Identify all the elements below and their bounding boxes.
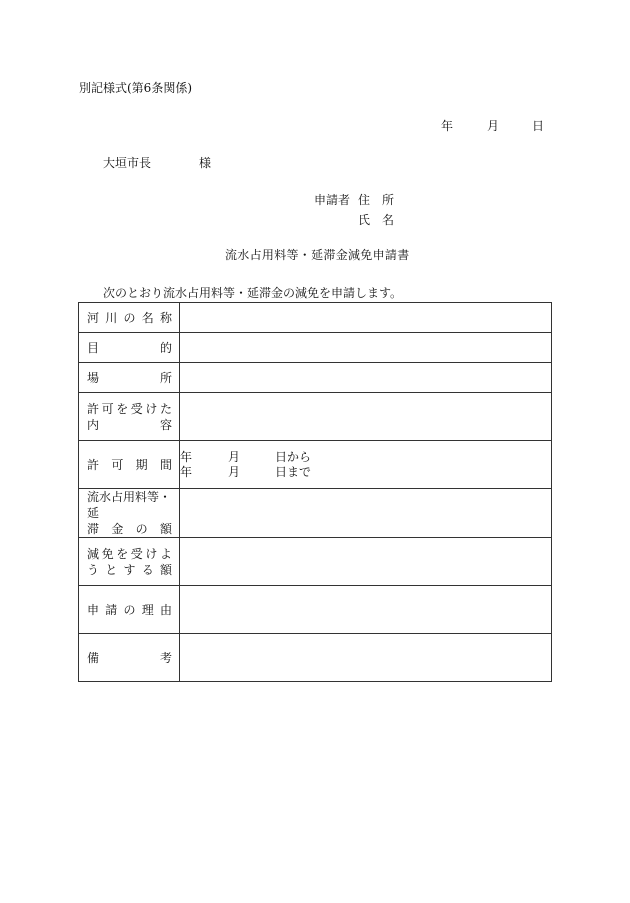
form-row: [79, 393, 552, 441]
form-row-label: [79, 303, 180, 333]
label-line: 減 免 を 受 け よ: [87, 546, 172, 561]
label-line: 内 容: [87, 417, 172, 432]
label-line: 目 的: [87, 340, 172, 355]
form-row-label: [79, 634, 180, 682]
label-line: 許 可 期 間: [87, 457, 172, 472]
intro-text: 次のとおり流水占用料等・延滞金の減免を申請します。: [103, 286, 403, 300]
date-day-label: 日: [532, 119, 545, 133]
form-row-label: [79, 393, 180, 441]
applicant-block: [314, 194, 394, 234]
period-from: 年 月 日から: [180, 449, 312, 464]
applicant-label: 申請者: [314, 193, 351, 207]
form-row-value[interactable]: [180, 393, 552, 441]
form-row-label: [79, 586, 180, 634]
period-to: 年 月 日まで: [180, 464, 312, 479]
addressee-name: 大垣市長: [103, 156, 152, 170]
label-line: 備 考: [87, 650, 172, 665]
form-row: [79, 441, 552, 489]
form-row-value[interactable]: [180, 303, 552, 333]
form-row-value[interactable]: [180, 363, 552, 393]
form-row: [79, 634, 552, 682]
label-line: 滞 金 の 額: [87, 522, 172, 536]
name-label: 氏 名: [358, 213, 394, 227]
form-row: [79, 538, 552, 586]
form-row-label: [79, 333, 180, 363]
form-row-value[interactable]: [180, 586, 552, 634]
form-row-label: [79, 489, 180, 538]
date-year-label: 年: [441, 119, 454, 133]
date-line: [441, 120, 544, 132]
addressee: [103, 157, 211, 169]
application-form-table: [78, 302, 552, 682]
label-line: 流水占用料等・延: [87, 490, 172, 520]
label-line: 申 請 の 理 由: [87, 602, 172, 617]
form-row-value[interactable]: [180, 538, 552, 586]
form-row: [79, 363, 552, 393]
form-row-label: [79, 441, 180, 489]
label-line: 場 所: [87, 370, 172, 385]
form-row: [79, 333, 552, 363]
form-row: [79, 489, 552, 538]
form-row-value[interactable]: [180, 441, 552, 489]
form-row-label: [79, 363, 180, 393]
form-row-label: [79, 538, 180, 586]
addressee-honorific: 様: [199, 156, 212, 170]
label-line: 許 可 を 受 け た: [87, 401, 172, 416]
form-row-value[interactable]: [180, 333, 552, 363]
document-title: 流水占用料等・延滞金減免申請書: [225, 248, 410, 262]
form-row-value[interactable]: [180, 489, 552, 538]
address-label: 住 所: [358, 193, 394, 207]
form-reference: 別記様式(第6条関係): [79, 81, 192, 95]
date-month-label: 月: [487, 119, 500, 133]
form-row-value[interactable]: [180, 634, 552, 682]
label-line: う と す る 額: [87, 562, 172, 577]
form-row: [79, 586, 552, 634]
form-row: [79, 303, 552, 333]
label-line: 河 川 の 名 称: [87, 310, 172, 325]
